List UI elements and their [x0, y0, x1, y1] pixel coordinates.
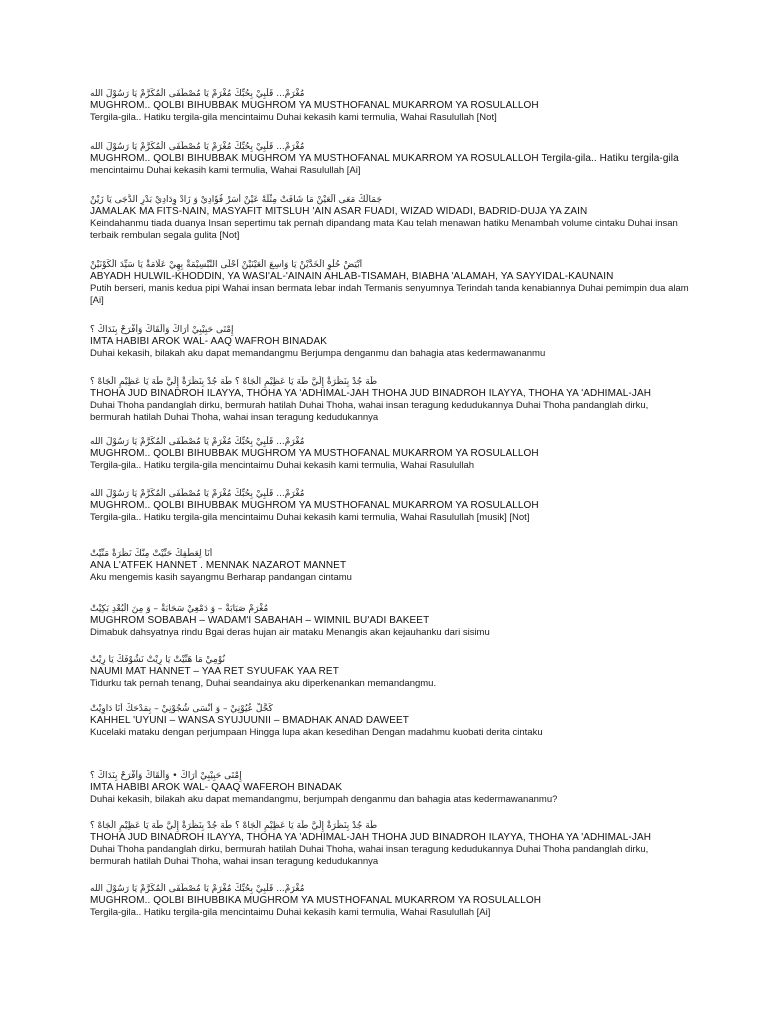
romanized-line: ANA L'ATFEK HANNET . MENNAK NAZAROT MANNET — [90, 560, 347, 571]
arabic-line: طَهَ جُدْ بِنَظْرَةْ إِلَيَّ طَهَ يَا عَظِيْمِ الْجَاهْ ؟ طَهَ جُدْ بِنَظْرَةْ إِلَيَّ طَهَ يَا عَظِيْمِ الْجَاهْ ؟ — [90, 821, 378, 831]
lyric-block — [90, 603, 690, 639]
lyric-block — [90, 324, 690, 360]
arabic-line: مُغْرَمْ... قَلْبِيْ بِحُبِّكْ مُغْرَمْ يَا مُصْطَفَى الْمُكَرَّمْ يَا رَسُوْلَ الله — [90, 89, 305, 99]
romanized-line: MUGHROM.. QOLBI BIHUBBAK MUGHROM YA MUSTHOFANAL MUKARROM YA ROSULALLOH — [90, 100, 539, 111]
translation-line: Dimabuk dahsyatnya rindu Bgai deras hujan air mataku Menangis akan kejauhanku dari sisimu — [90, 627, 490, 638]
romanized-line: JAMALAK MA FITS-NAIN, MASYAFIT MITSLUH 'AIN ASAR FUADI, WIZAD WIDADI, BADRID-DUJA YA ZAIN — [90, 206, 588, 217]
lyric-block — [90, 88, 690, 124]
arabic-line: كَحَّلْ عُيُوْنِيْ – وَ أَنْسَى شُجُوْنِيْ – بِمَدْحَكْ أَنَا دَاوِيْتْ — [90, 704, 273, 714]
translation-line: Tergila-gila.. Hatiku tergila-gila mencintaimu Duhai kekasih kami termulia, Wahai Rasulullah [Ai] — [90, 907, 491, 918]
lyric-block — [90, 259, 690, 307]
translation-line: Duhai Thoha pandanglah dirku, bermurah hatilah Duhai Thoha, wahai insan teragung kedudukannya Duhai Thoha pandanglah dirku, bermurah hatilah Duhai Thoha, wahai insan teragung kedudukannya — [90, 844, 649, 867]
lyric-block — [90, 488, 690, 524]
translation-line: mencintaimu Duhai kekasih kami termulia, Wahai Rasulullah [Ai] — [90, 165, 361, 176]
arabic-line: أَنَا لِعَطْفِكْ حَنِّيْتْ مِنَّكْ نَظْرَةْ مَنِّيْتْ — [90, 549, 213, 559]
arabic-line: إِمْتَى حَبِيْبِيْ أَرَاكْ • وَأَلْقَاكْ وَأَفْرَحْ بِنَدَاكْ ؟ — [90, 771, 242, 781]
arabic-line: مُغْرَمْ... قَلْبِيْ بِحُبِّكْ مُغْرَمْ يَا مُصْطَفَى الْمُكَرَّمْ يَا رَسُوْلَ الله — [90, 437, 305, 447]
arabic-line: مُغْرَمْ صَبَابَةْ – وَ دَمْعِيْ سَحَابَةْ – وَ مِنَ الْبُعْدِ بَكِيْتْ — [90, 604, 269, 614]
translation-line: Tergila-gila.. Hatiku tergila-gila mencintaimu Duhai kekasih kami termulia, Wahai Rasulullah — [90, 460, 475, 471]
lyric-block — [90, 703, 690, 739]
romanized-line: KAHHEL 'UYUNI – WANSA SYUJUUNII – BMADHAK ANAD DAWEET — [90, 715, 409, 726]
arabic-line: نُوْمِيْ مَا هَنِّيْتْ يَا رِيْتْ نَشُوْفَكْ يَا رِيْتْ — [90, 655, 226, 665]
translation-line: Aku mengemis kasih sayangmu Berharap pandangan cintamu — [90, 572, 352, 583]
arabic-line: جَمَالَكْ مَعَى اَلْعَيْنْ مَا شَافَتْ مِثْلَهْ عَيْنْ أَسَرْ فُؤَادِيْ وَ زَادْ وِدَادِيْ بَدْرِ الدُّجَى يَا زَيْنْ — [90, 195, 383, 205]
translation-line: Tidurku tak pernah tenang, Duhai seandainya aku diperkenankan memandangmu. — [90, 678, 437, 689]
romanized-line: THOHA JUD BINADROH ILAYYA, THOHA YA 'ADHIMAL-JAH THOHA JUD BINADROH ILAYYA, THOHA YA 'ADHIMAL-JAH — [90, 832, 652, 843]
translation-line: Duhai Thoha pandanglah dirku, bermurah hatilah Duhai Thoha, wahai insan teragung kedudukannya Duhai Thoha pandanglah dirku, bermurah hatilah Duhai Thoha, wahai insan teragung kedudukannya — [90, 400, 649, 423]
translation-line: Duhai kekasih, bilakah aku dapat memandangmu, berjumpah denganmu dan bahagia atas kedermawananmu? — [90, 794, 558, 805]
translation-line: Tergila-gila.. Hatiku tergila-gila mencintaimu Duhai kekasih kami termulia, Wahai Rasulullah [Not] — [90, 112, 497, 123]
arabic-line: مُغْرَمْ... قَلْبِيْ بِحُبِّكْ مُغْرَمْ يَا مُصْطَفَى الْمُكَرَّمْ يَا رَسُوْلَ الله — [90, 142, 305, 152]
arabic-line: مُغْرَمْ... قَلْبِيْ بِحُبِّكْ مُغْرَمْ يَا مُصْطَفَى الْمُكَرَّمْ يَا رَسُوْلَ الله — [90, 884, 305, 894]
romanized-line: IMTA HABIBI AROK WAL- QAAQ WAFEROH BINADAK — [90, 782, 343, 793]
lyric-block — [90, 436, 690, 472]
romanized-line: ABYADH HULWIL-KHODDIN, YA WASI'AL-'AINAIN AHLAB-TISAMAH, BIABHA 'ALAMAH, YA SAYYIDAL-KAUNAIN — [90, 271, 614, 282]
lyric-block — [90, 654, 690, 690]
arabic-line: مُغْرَمْ... قَلْبِيْ بِحُبِّكْ مُغْرَمْ يَا مُصْطَفَى الْمُكَرَّمْ يَا رَسُوْلَ الله — [90, 489, 305, 499]
lyric-block — [90, 770, 690, 806]
romanized-line: IMTA HABIBI AROK WAL- AAQ WAFROH BINADAK — [90, 336, 328, 347]
lyric-block — [90, 194, 690, 242]
lyric-block — [90, 820, 690, 868]
romanized-line: MUGHROM SOBABAH – WADAM'I SABAHAH – WIMNIL BU'ADI BAKEET — [90, 615, 430, 626]
arabic-line: إِمْتَى حَبِيْبِيْ أَرَاكْ وَأَلْقَاكْ وَأَفْرَحْ بِنَدَاكْ ؟ — [90, 325, 234, 335]
romanized-line: NAUMI MAT HANNET – YAA RET SYUUFAK YAA RET — [90, 666, 339, 677]
translation-line: Duhai kekasih, bilakah aku dapat memandangmu Berjumpa denganmu dan bahagia atas kedermawananmu — [90, 348, 546, 359]
translation-line: Kucelaki mataku dengan perjumpaan Hingga lupa akan kesedihan Dengan madahmu kuobati derita cintaku — [90, 727, 543, 738]
lyric-block — [90, 141, 690, 177]
arabic-line: طَهَ جُدْ بِنَظْرَةْ إِلَيَّ طَهَ يَا عَظِيْمِ الْجَاهْ ؟ طَهَ جُدْ بِنَظْرَةْ إِلَيَّ طَهَ يَا عَظِيْمِ الْجَاهْ ؟ — [90, 377, 378, 387]
romanized-line: THOHA JUD BINADROH ILAYYA, THOHA YA 'ADHIMAL-JAH THOHA JUD BINADROH ILAYYA, THOHA YA 'ADHIMAL-JAH — [90, 388, 652, 399]
romanized-line: MUGHROM.. QOLBI BIHUBBAK MUGHROM YA MUSTHOFANAL MUKARROM YA ROSULALLOH — [90, 448, 539, 459]
lyric-block — [90, 548, 690, 584]
romanized-line: MUGHROM.. QOLBI BIHUBBAK MUGHROM YA MUSTHOFANAL MUKARROM YA ROSULALLOH — [90, 500, 539, 511]
lyric-block — [90, 883, 690, 919]
romanized-line: MUGHROM.. QOLBI BIHUBBIKA MUGHROM YA MUSTHOFANAL MUKARROM YA ROSULALLOH — [90, 895, 542, 906]
romanized-line: MUGHROM.. QOLBI BIHUBBAK MUGHROM YA MUSTHOFANAL MUKARROM YA ROSULALLOH Tergila-gila.. Hatiku tergila-gila — [90, 153, 679, 164]
translation-line: Putih berseri, manis kedua pipi Wahai insan bermata lebar indah Termanis senyumnya Terindah tanda kenabiannya Duhai pemimpin dua alam [Ai] — [90, 283, 689, 306]
arabic-line: اَبْيَضْ حُلْوِ الْخَدَّيْنْ يَا وَاسِعَ الْعَيْنَيْنْ أَحْلَى التَّبْسِيْمَةْ بِهِيْ عَلَامَةْ يَا سَيِّدَ الْكَوْنَيْنْ — [90, 260, 363, 270]
lyric-block — [90, 376, 690, 424]
translation-line: Tergila-gila.. Hatiku tergila-gila mencintaimu Duhai kekasih kami termulia, Wahai Rasulullah [musik] [Not] — [90, 512, 530, 523]
translation-line: Keindahanmu tiada duanya Insan sepertimu tak pernah dipandang mata Kau telah menawan hatiku Menambah volume cintaku Duhai insan terbaik rembulan segala gulita [Not] — [90, 218, 678, 241]
